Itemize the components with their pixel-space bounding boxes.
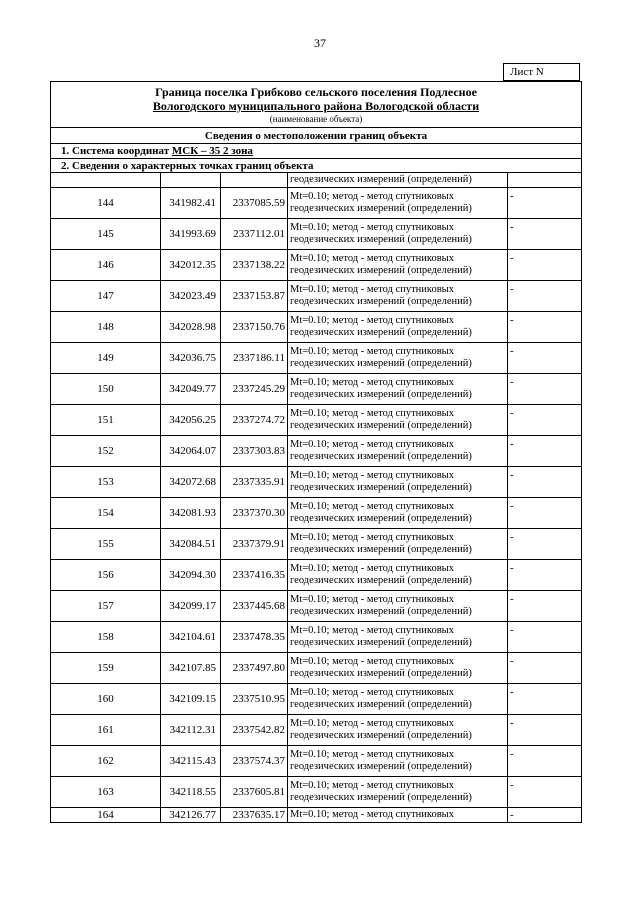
table-row xyxy=(51,808,582,823)
coordinate-x: 342072.68 xyxy=(161,467,221,498)
continuation-row xyxy=(51,173,582,188)
note-cell: - xyxy=(508,312,582,343)
note-cell: - xyxy=(508,653,582,684)
table-row xyxy=(51,250,582,281)
object-title-line1: Граница поселка Грибково сельского поселения Подлесное xyxy=(155,85,477,99)
table-row xyxy=(51,467,582,498)
method-line2: геодезических измерений (определений) xyxy=(290,358,472,369)
coordinate-x: 342099.17 xyxy=(161,591,221,622)
note-cell: - xyxy=(508,405,582,436)
point-number: 158 xyxy=(51,622,161,653)
point-number: 147 xyxy=(51,281,161,312)
point-number: 156 xyxy=(51,560,161,591)
cell-empty xyxy=(51,173,161,188)
method-line2: геодезических измерений (определений) xyxy=(290,327,472,338)
coordinate-y: 2337445.68 xyxy=(221,591,288,622)
coordinate-system-label: 1. Система координат xyxy=(61,145,170,157)
point-number: 148 xyxy=(51,312,161,343)
table-row xyxy=(51,715,582,746)
coordinate-y: 2337635.17 xyxy=(221,808,288,823)
method-cell xyxy=(288,467,508,498)
method-cell xyxy=(288,188,508,219)
title-row xyxy=(51,82,582,128)
coordinate-y: 2337370.30 xyxy=(221,498,288,529)
note-cell: - xyxy=(508,281,582,312)
points-title: 2. Сведения о характерных точках границ объекта xyxy=(51,159,582,173)
method-cell xyxy=(288,405,508,436)
method-line1: Mt=0.10; метод - метод спутниковых xyxy=(290,439,454,450)
method-line2: геодезических измерений (определений) xyxy=(290,234,472,245)
point-number: 153 xyxy=(51,467,161,498)
point-number: 160 xyxy=(51,684,161,715)
table-row xyxy=(51,343,582,374)
coordinate-y: 2337497.80 xyxy=(221,653,288,684)
method-cell xyxy=(288,436,508,467)
method-cell xyxy=(288,250,508,281)
method-line1: Mt=0.10; метод - метод спутниковых xyxy=(290,191,454,202)
coordinate-y: 2337303.83 xyxy=(221,436,288,467)
method-line1: Mt=0.10; метод - метод спутниковых xyxy=(290,780,454,791)
method-line1: Mt=0.10; метод - метод спутниковых xyxy=(290,377,454,388)
method-line2: геодезических измерений (определений) xyxy=(290,668,472,679)
method-line2: геодезических измерений (определений) xyxy=(290,203,472,214)
method-line2: геодезических измерений (определений) xyxy=(290,451,472,462)
method-line1: Mt=0.10; метод - метод спутниковых xyxy=(290,625,454,636)
method-line2: геодезических измерений (определений) xyxy=(290,761,472,772)
note-cell: - xyxy=(508,467,582,498)
table-row xyxy=(51,219,582,250)
method-line2: геодезических измерений (определений) xyxy=(290,296,472,307)
method-line2: геодезических измерений (определений) xyxy=(290,637,472,648)
table-row xyxy=(51,281,582,312)
method-cell xyxy=(288,622,508,653)
point-number: 146 xyxy=(51,250,161,281)
table-row xyxy=(51,374,582,405)
coordinate-y: 2337542.82 xyxy=(221,715,288,746)
method-line2: геодезических измерений (определений) xyxy=(290,389,472,400)
point-number: 155 xyxy=(51,529,161,560)
note-cell: - xyxy=(508,374,582,405)
coordinate-x: 342064.07 xyxy=(161,436,221,467)
coordinate-x: 342112.31 xyxy=(161,715,221,746)
coordinate-y: 2337478.35 xyxy=(221,622,288,653)
coordinate-y: 2337150.76 xyxy=(221,312,288,343)
point-number: 152 xyxy=(51,436,161,467)
object-title-line2: Вологодского муниципального района Вологодской области xyxy=(152,99,480,113)
note-cell: - xyxy=(508,746,582,777)
boundary-points-table xyxy=(50,81,582,823)
method-cell xyxy=(288,219,508,250)
method-line1: Mt=0.10; метод - метод спутниковых xyxy=(290,749,454,760)
table-row xyxy=(51,684,582,715)
continuation-text: геодезических измерений (определений) xyxy=(288,173,508,188)
method-cell xyxy=(288,715,508,746)
table-row xyxy=(51,777,582,808)
point-number: 154 xyxy=(51,498,161,529)
method-line2: геодезических измерений (определений) xyxy=(290,482,472,493)
method-line2: геодезических измерений (определений) xyxy=(290,544,472,555)
method-line1: Mt=0.10; метод - метод спутниковых xyxy=(290,222,454,233)
coordinate-x: 341993.69 xyxy=(161,219,221,250)
coordinate-y: 2337335.91 xyxy=(221,467,288,498)
method-line2: геодезических измерений (определений) xyxy=(290,606,472,617)
coordinate-y: 2337186.11 xyxy=(221,343,288,374)
coordinate-x: 342094.30 xyxy=(161,560,221,591)
note-cell: - xyxy=(508,343,582,374)
table-row xyxy=(51,591,582,622)
coordinate-x: 342118.55 xyxy=(161,777,221,808)
title-cell xyxy=(51,82,582,128)
coordinate-system-cell xyxy=(51,144,582,159)
coordinate-x: 342028.98 xyxy=(161,312,221,343)
method-line1: Mt=0.10; метод - метод спутниковых xyxy=(290,563,454,574)
coordinate-x: 342115.43 xyxy=(161,746,221,777)
method-line2: геодезических измерений (определений) xyxy=(290,575,472,586)
coordinate-y: 2337153.87 xyxy=(221,281,288,312)
method-line2: геодезических измерений (определений) xyxy=(290,699,472,710)
method-line1: Mt=0.10; метод - метод спутниковых xyxy=(290,656,454,667)
method-cell xyxy=(288,529,508,560)
method-cell xyxy=(288,777,508,808)
method-line1: Mt=0.10; метод - метод спутниковых xyxy=(290,687,454,698)
method-line1: Mt=0.10; метод - метод спутниковых xyxy=(290,594,454,605)
coordinate-x: 342126.77 xyxy=(161,808,221,823)
note-cell: - xyxy=(508,622,582,653)
method-line1: Mt=0.10; метод - метод спутниковых xyxy=(290,470,454,481)
table-row xyxy=(51,188,582,219)
note-cell: - xyxy=(508,560,582,591)
coordinate-y: 2337416.35 xyxy=(221,560,288,591)
table-row xyxy=(51,746,582,777)
table-row xyxy=(51,312,582,343)
coordinate-x: 342036.75 xyxy=(161,343,221,374)
point-number: 144 xyxy=(51,188,161,219)
note-cell: - xyxy=(508,808,582,823)
method-cell xyxy=(288,374,508,405)
coordinate-y: 2337245.29 xyxy=(221,374,288,405)
point-number: 163 xyxy=(51,777,161,808)
sheet-label: Лист N xyxy=(503,63,580,81)
method-line2: геодезических измерений (определений) xyxy=(290,792,472,803)
point-number: 162 xyxy=(51,746,161,777)
method-line1: Mt=0.10; метод - метод спутниковых xyxy=(290,253,454,264)
coordinate-x: 342049.77 xyxy=(161,374,221,405)
method-cell xyxy=(288,653,508,684)
coordinate-x: 342056.25 xyxy=(161,405,221,436)
method-cell xyxy=(288,312,508,343)
cell-empty xyxy=(508,173,582,188)
coordinate-x: 342023.49 xyxy=(161,281,221,312)
coordinate-y: 2337574.37 xyxy=(221,746,288,777)
table-row xyxy=(51,653,582,684)
coordinate-y: 2337605.81 xyxy=(221,777,288,808)
coordinate-x: 342081.93 xyxy=(161,498,221,529)
object-title-note: (наименование объекта) xyxy=(269,114,363,124)
method-line1: Mt=0.10; метод - метод спутниковых xyxy=(290,408,454,419)
point-number: 157 xyxy=(51,591,161,622)
coordinate-y: 2337085.59 xyxy=(221,188,288,219)
coordinate-y: 2337379.91 xyxy=(221,529,288,560)
method-line1: Mt=0.10; метод - метод спутниковых xyxy=(290,346,454,357)
method-cell xyxy=(288,560,508,591)
table-row xyxy=(51,560,582,591)
table-row xyxy=(51,529,582,560)
note-cell: - xyxy=(508,498,582,529)
page-number: 37 xyxy=(314,36,326,50)
note-cell: - xyxy=(508,250,582,281)
note-cell: - xyxy=(508,219,582,250)
table-row xyxy=(51,405,582,436)
method-line2: геодезических измерений (определений) xyxy=(290,513,472,524)
method-cell xyxy=(288,343,508,374)
point-number: 161 xyxy=(51,715,161,746)
point-number: 149 xyxy=(51,343,161,374)
cell-empty xyxy=(161,173,221,188)
cell-empty xyxy=(221,173,288,188)
coordinate-y: 2337112.01 xyxy=(221,219,288,250)
table-row xyxy=(51,498,582,529)
method-line2: геодезических измерений (определений) xyxy=(290,265,472,276)
coordinate-x: 341982.41 xyxy=(161,188,221,219)
method-cell xyxy=(288,591,508,622)
note-cell: - xyxy=(508,777,582,808)
coordinate-y: 2337274.72 xyxy=(221,405,288,436)
note-cell: - xyxy=(508,529,582,560)
method-line1: Mt=0.10; метод - метод спутниковых xyxy=(290,718,454,729)
point-number: 150 xyxy=(51,374,161,405)
method-cell xyxy=(288,746,508,777)
method-cell xyxy=(288,684,508,715)
coordinate-x: 342109.15 xyxy=(161,684,221,715)
coordinate-x: 342107.85 xyxy=(161,653,221,684)
method-cell: Mt=0.10; метод - метод спутниковых xyxy=(288,808,508,823)
method-line2: геодезических измерений (определений) xyxy=(290,420,472,431)
point-number: 164 xyxy=(51,808,161,823)
note-cell: - xyxy=(508,188,582,219)
points-title-row xyxy=(51,159,582,173)
coordinate-system-row xyxy=(51,144,582,159)
point-number: 151 xyxy=(51,405,161,436)
coordinate-y: 2337138.22 xyxy=(221,250,288,281)
coordinate-x: 342084.51 xyxy=(161,529,221,560)
point-number: 159 xyxy=(51,653,161,684)
method-line1: Mt=0.10; метод - метод спутниковых xyxy=(290,284,454,295)
section-title-row xyxy=(51,128,582,144)
section-title: Сведения о местоположении границ объекта xyxy=(51,128,582,144)
method-cell xyxy=(288,281,508,312)
coordinate-y: 2337510.95 xyxy=(221,684,288,715)
coordinate-system-value: МСК – 35 2 зона xyxy=(171,145,253,157)
table-row xyxy=(51,622,582,653)
note-cell: - xyxy=(508,591,582,622)
method-cell xyxy=(288,498,508,529)
coordinate-x: 342012.35 xyxy=(161,250,221,281)
method-line1: Mt=0.10; метод - метод спутниковых xyxy=(290,532,454,543)
method-line2: геодезических измерений (определений) xyxy=(290,730,472,741)
note-cell: - xyxy=(508,436,582,467)
method-line1: Mt=0.10; метод - метод спутниковых xyxy=(290,501,454,512)
note-cell: - xyxy=(508,715,582,746)
point-number: 145 xyxy=(51,219,161,250)
note-cell: - xyxy=(508,684,582,715)
table-row xyxy=(51,436,582,467)
coordinate-x: 342104.61 xyxy=(161,622,221,653)
method-line1: Mt=0.10; метод - метод спутниковых xyxy=(290,315,454,326)
